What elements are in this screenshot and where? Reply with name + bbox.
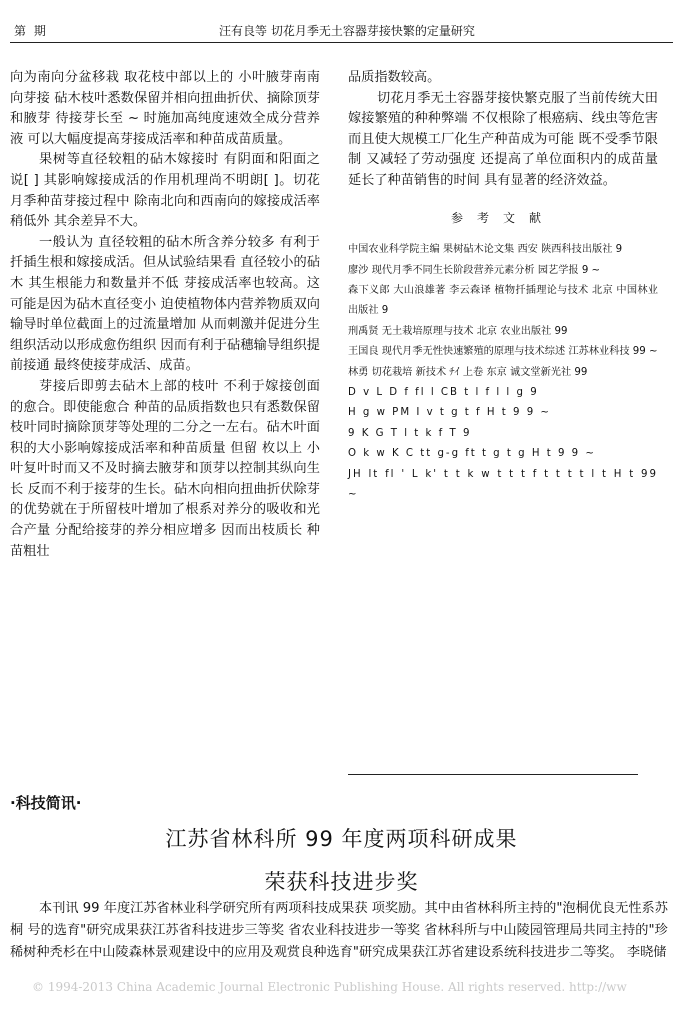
- header-rule: [10, 42, 673, 43]
- running-title: 汪有良等 切花月季无土容器芽接快繁的定量研究: [219, 24, 475, 38]
- news-section-label: ·科技简讯·: [10, 794, 82, 812]
- reference-item: 刑禹贤 无土栽培原理与技术 北京 农业出版社 99: [348, 325, 568, 337]
- reference-item: H g w PM I v t g t f H t 9 9 ~: [348, 407, 551, 419]
- paragraph: 品质指数较高。: [348, 70, 441, 85]
- news-paragraph: 本刊讯 99 年度江苏省林业科学研究所有两项科技成果获 项奖励。其中由省林科所主持的"泡桐优良无性系苏桐 号的选育"研究成果获江苏省科技进步三等奖 省农业科技进步一等奖 省林科所与中山陵园管理局共同主持的"珍稀树种秃杉在中山陵森林景观建设中的应用及观赏良种选育"研究成果获江苏省建设系统科技进步二等奖。 李晓储: [10, 901, 668, 960]
- news-body: [10, 898, 670, 964]
- paragraph: 果树等直径较粗的砧木嫁接时 有阴面和阳面之说[ ] 其影响嫁接成活的作用机理尚不明朗[ ]。切花月季种苗芽接过程中 除南北向和西南向的嫁接成活率稍低外 其余差异不大。: [10, 152, 320, 230]
- reference-item: 廖沙 现代月季不同生长阶段营养元素分析 园艺学报 9 ~: [348, 264, 601, 276]
- reference-item: O k w K C tt g-g ft t g t g H t 9 9 ~: [348, 448, 596, 460]
- reference-item: 中国农业科学院主编 果树砧木论文集 西安 陕西科技出版社 9: [348, 244, 623, 256]
- section-divider: [348, 774, 638, 775]
- reference-item: 森下义郎 大山浪雄著 李云森译 植物扦插理论与技术 北京 中国林业出版社 9: [348, 284, 658, 317]
- right-column: [348, 68, 658, 505]
- references-list: [348, 240, 658, 505]
- news-title-line1: 江苏省林科所 99 年度两项科研成果: [165, 827, 518, 851]
- paragraph: 芽接后即剪去砧木上部的枝叶 不利于嫁接创面的愈合。即使能愈合 种苗的品质指数也只有悉数保留枝叶同时摘除顶芽等处理的二分之一左右。砧木叶面积的大小影响嫁接成活率和种苗质量 但留 枚以上 小叶复叶时而又不及时摘去腋芽和顶芽以控制其纵向生长 反而不利于接芽的生长。砧木向相向扭曲折伏除芽的优势就在于所留枝叶增加了根系对养分的吸收和光合产量 分配给接芽的养分相应增多 因而出枝质长 种苗粗壮: [10, 378, 320, 559]
- issue-label: 第 期: [14, 24, 48, 38]
- paragraph: 一般认为 直径较粗的砧木所含养分较多 有利于扦插生根和嫁接成活。但从试验结果看 直径较小的砧木 其生根能力和数量并不低 芽接成活率也较高。这可能是因为砧木直径变小 迫使植物体内营养物质双向输导时单位截面上的过流量增加 从而刺激并促进分生组织活动以形成愈伤组织 因而有利于砧穗输导组织提前接通 最终使接芽成活、成苗。: [10, 234, 320, 374]
- copyright-footer: © 1994-2013 China Academic Journal Electronic Publishing House. All rights reserved. http://ww: [32, 980, 627, 994]
- paragraph: 向为南向分盆移栽 取花枝中部以上的 小叶腋芽南南向芽接 砧木枝叶悉数保留并相向扭曲折伏、摘除顶芽和腋芽 待接芽长至 ~ 时施加高纯度速效全成分营养液 可以大幅度提高芽接成活率和种苗成苗质量。: [10, 70, 320, 147]
- news-title-line2: 荣获科技进步奖: [264, 870, 419, 894]
- running-header: [14, 22, 669, 40]
- reference-item: D v L D f fl l CB t l f l l g 9: [348, 387, 539, 398]
- reference-item: 9 K G T l t k f T 9: [348, 427, 472, 439]
- paragraph: 切花月季无土容器芽接快繁克服了当前传统大田嫁接繁殖的种种弊端 不仅根除了根癌病、线虫等危害 而且使大规模工厂化生产种苗成为可能 既不受季节限制 又减轻了劳动强度 还提高了单位面积内的成苗量 延长了种苗销售的时间 具有显著的经济效益。: [348, 90, 658, 188]
- references-title: 参考文献: [450, 210, 555, 225]
- reference-item: JH lt fl ' L k' t t k w t t t f t t t t l t H t 99 ~: [348, 468, 658, 501]
- reference-item: 王国良 现代月季无性快速繁殖的原理与技术综述 江苏林业科技 99 ~: [348, 346, 658, 358]
- left-column: [10, 68, 320, 562]
- reference-item: 林勇 切花栽培 新技术 ﾁｲ 上卷 东京 诚文堂新光社 99: [348, 366, 588, 378]
